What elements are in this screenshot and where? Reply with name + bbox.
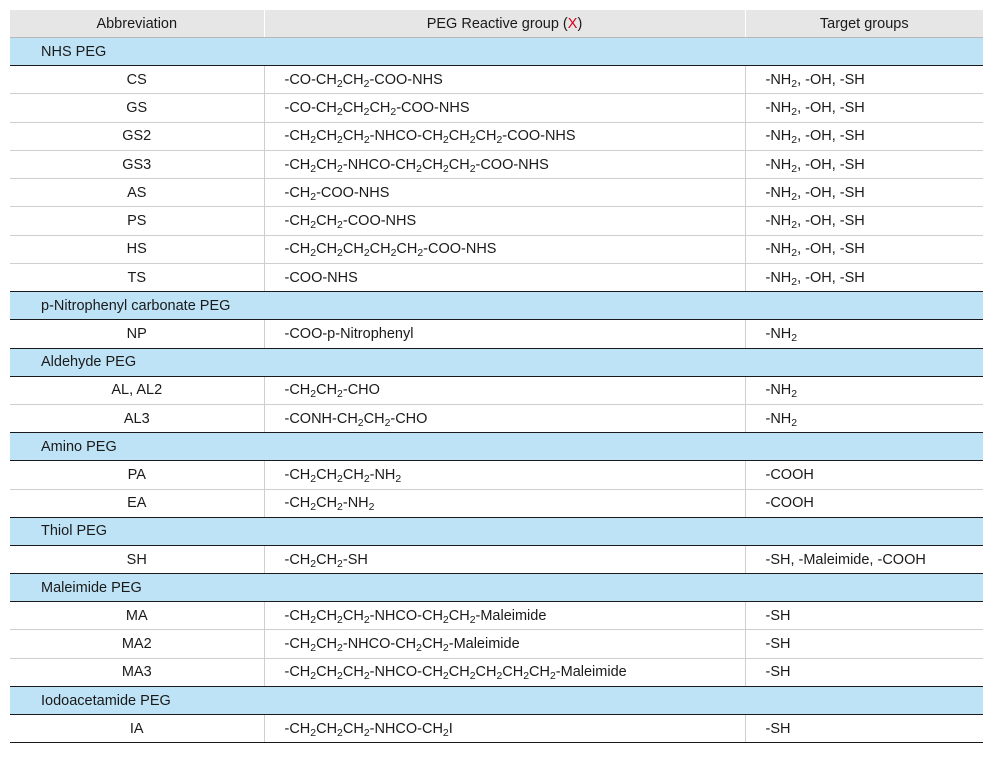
section-title: Amino PEG — [10, 433, 983, 461]
table-row — [10, 602, 983, 630]
reactive-group-cell: $-CH_2CH_2CH_2-NHCO-CH_2CH_2$-Maleimide — [264, 602, 745, 630]
target-groups-cell: $-NH_2$ — [745, 376, 983, 404]
reactive-group-cell: $-CH_2CH_2-COO$-NHS — [264, 207, 745, 235]
target-groups-cell: $-NH_2$, -OH, -SH — [745, 122, 983, 150]
reactive-group-cell: $-CH_2CH_2-NH_2$ — [264, 489, 745, 517]
section-row — [10, 38, 983, 66]
header-reactive-group-mark: X — [567, 15, 578, 32]
abbreviation-cell: AS — [10, 179, 264, 207]
section-title: Iodoacetamide PEG — [10, 687, 983, 715]
table-row — [10, 404, 983, 432]
section-title: p-Nitrophenyl carbonate PEG — [10, 292, 983, 320]
target-groups-cell: $-NH_2$, -OH, -SH — [745, 264, 983, 292]
table-row — [10, 715, 983, 743]
reactive-group-cell: $-CH_2CH_2CH_2-NHCO-CH_2I$ — [264, 715, 745, 743]
reactive-group-cell: $-CH_2CH_2CH_2-NHCO-CH_2CH_2CH_2CH_2CH_2$-Maleimide — [264, 658, 745, 686]
header-reactive-group-prefix: PEG Reactive group ( — [426, 15, 568, 32]
section-row — [10, 433, 983, 461]
table-row — [10, 658, 983, 686]
abbreviation-cell: MA2 — [10, 630, 264, 658]
abbreviation-cell: MA3 — [10, 658, 264, 686]
table-row — [10, 489, 983, 517]
section-row — [10, 517, 983, 545]
target-groups-cell: $-NH_2$, -OH, -SH — [745, 207, 983, 235]
reactive-group-cell: $-CH_2CH_2$-CHO — [264, 376, 745, 404]
abbreviation-cell: AL, AL2 — [10, 376, 264, 404]
target-groups-cell: $-NH_2$, -OH, -SH — [745, 235, 983, 263]
table-body — [10, 38, 983, 743]
reactive-group-cell: $-CO-CH_2CH_2CH_2-COO$-NHS — [264, 94, 745, 122]
reactive-group-cell: $-CH_2CH_2-NHCO-CH_2CH_2CH_2-COO$-NHS — [264, 150, 745, 178]
section-title: Aldehyde PEG — [10, 348, 983, 376]
target-groups-cell: $-NH_2$, -OH, -SH — [745, 66, 983, 94]
target-groups-cell: $-NH_2$ — [745, 404, 983, 432]
abbreviation-cell: SH — [10, 545, 264, 573]
reactive-group-cell: $-CO-CH_2CH_2-COO$-NHS — [264, 66, 745, 94]
target-groups-cell: -SH — [745, 715, 983, 743]
reactive-group-cell: $-CH_2CH_2CH_2-NHCO-CH_2CH_2CH_2-COO$-NHS — [264, 122, 745, 150]
reactive-group-cell: $-CH_2CH_2-SH$ — [264, 545, 745, 573]
table-row — [10, 150, 983, 178]
section-row — [10, 574, 983, 602]
target-groups-cell: -COOH — [745, 489, 983, 517]
table-row — [10, 461, 983, 489]
table-row — [10, 376, 983, 404]
table-header — [10, 10, 983, 38]
target-groups-cell: -SH — [745, 630, 983, 658]
target-groups-cell: -SH — [745, 602, 983, 630]
reactive-group-cell: $-CH_2CH_2CH_2CH_2CH_2-COO$-NHS — [264, 235, 745, 263]
section-title: NHS PEG — [10, 38, 983, 66]
abbreviation-cell: PS — [10, 207, 264, 235]
abbreviation-cell: AL3 — [10, 404, 264, 432]
reactive-group-cell: $-CH_2CH_2-NHCO-CH_2CH_2$-Maleimide — [264, 630, 745, 658]
target-groups-cell: -COOH — [745, 461, 983, 489]
target-groups-cell: $-NH_2$ — [745, 320, 983, 348]
abbreviation-cell: GS2 — [10, 122, 264, 150]
target-groups-cell: $-NH_2$, -OH, -SH — [745, 179, 983, 207]
abbreviation-cell: MA — [10, 602, 264, 630]
abbreviation-cell: IA — [10, 715, 264, 743]
header-abbreviation: Abbreviation — [10, 10, 264, 38]
reactive-group-cell: -COO-p-Nitrophenyl — [264, 320, 745, 348]
section-title: Maleimide PEG — [10, 574, 983, 602]
abbreviation-cell: GS — [10, 94, 264, 122]
abbreviation-cell: TS — [10, 264, 264, 292]
header-target-groups: Target groups — [745, 10, 983, 38]
section-row — [10, 348, 983, 376]
target-groups-cell: -SH, -Maleimide, -COOH — [745, 545, 983, 573]
header-reactive-group — [264, 10, 745, 38]
target-groups-cell: $-NH_2$, -OH, -SH — [745, 94, 983, 122]
abbreviation-cell: EA — [10, 489, 264, 517]
table-row — [10, 320, 983, 348]
table-row — [10, 94, 983, 122]
abbreviation-cell: CS — [10, 66, 264, 94]
table-row — [10, 630, 983, 658]
reactive-group-cell: $-CH_2CH_2CH_2-NH_2$ — [264, 461, 745, 489]
section-title: Thiol PEG — [10, 517, 983, 545]
abbreviation-cell: HS — [10, 235, 264, 263]
reactive-group-cell: -COO-NHS — [264, 264, 745, 292]
table-row — [10, 66, 983, 94]
table-row — [10, 235, 983, 263]
table-row — [10, 122, 983, 150]
reactive-group-cell: $-CH_2-COO$-NHS — [264, 179, 745, 207]
table-row — [10, 264, 983, 292]
table-row — [10, 207, 983, 235]
section-row — [10, 292, 983, 320]
header-row — [10, 10, 983, 38]
section-row — [10, 687, 983, 715]
table-row — [10, 545, 983, 573]
target-groups-cell: $-NH_2$, -OH, -SH — [745, 150, 983, 178]
abbreviation-cell: GS3 — [10, 150, 264, 178]
table-row — [10, 179, 983, 207]
reactive-group-cell: $-CONH-CH_2CH_2$-CHO — [264, 404, 745, 432]
target-groups-cell: -SH — [745, 658, 983, 686]
abbreviation-cell: NP — [10, 320, 264, 348]
peg-reactive-groups-table — [10, 10, 983, 743]
header-reactive-group-suffix: ) — [577, 15, 583, 32]
abbreviation-cell: PA — [10, 461, 264, 489]
